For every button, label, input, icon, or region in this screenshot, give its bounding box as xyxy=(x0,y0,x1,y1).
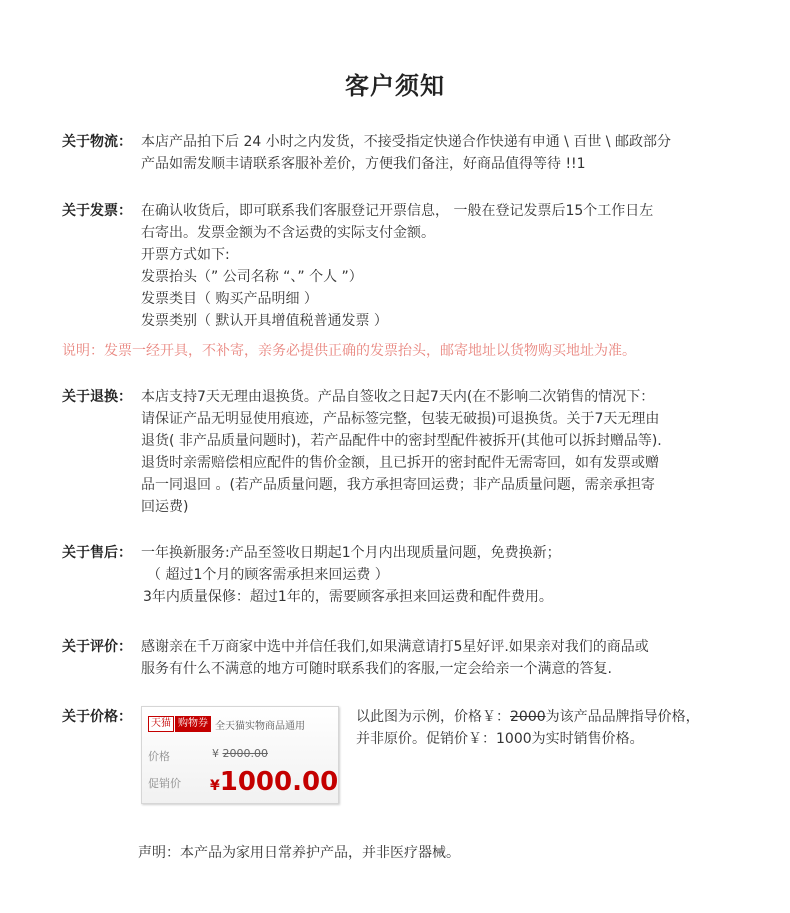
returns-line: 请保证产品无明显使用痕迹，产品标签完整，包装无破损)可退换货。关于7天无理由 xyxy=(141,411,660,427)
returns-line: 回运费) xyxy=(141,499,189,515)
price-line-1 xyxy=(356,706,736,728)
tmall-badge: 天猫 xyxy=(148,716,174,732)
sale-price-currency: ¥ xyxy=(210,778,220,794)
logistics-line: 产品如需发顺丰请联系客服补差价，方便我们备注，好商品值得等待 !!1 xyxy=(141,156,586,172)
returns-line: 退货( 非产品质量问题时)，若产品配件中的密封型配件被拆开(其他可以拆封赠品等). xyxy=(141,433,662,449)
original-price-label: 价格 xyxy=(148,750,170,763)
invoice-line: 发票类别（ 默认开具增值税普通发票 ） xyxy=(141,313,388,329)
aftersale-line: 一年换新服务:产品至签收日期起1个月内出现质量问题，免费换新； xyxy=(141,545,561,561)
price-box-header xyxy=(148,716,305,732)
page-title: 客户须知 xyxy=(345,72,445,100)
review-label: 关于评价： xyxy=(62,639,132,655)
invoice-note: 说明：发票一经开具，不补寄，亲务必提供正确的发票抬头，邮寄地址以货物购买地址为准。 xyxy=(62,343,636,359)
returns-line: 本店支持7天无理由退换货。产品自签收之日起7天内(在不影响二次销售的情况下： xyxy=(141,389,655,405)
logistics-label: 关于物流： xyxy=(62,134,132,150)
original-price-currency: ¥ xyxy=(212,747,219,760)
invoice-line: 在确认收货后，即可联系我们客服登记开票信息， 一般在登记发票后15个工作日左 xyxy=(141,203,654,219)
declaration: 声明：本产品为家用日常养护产品，并非医疗器械。 xyxy=(138,845,460,861)
returns-label: 关于退换： xyxy=(62,389,132,405)
invoice-line: 右寄出。发票金额为不含运费的实际支付金额。 xyxy=(141,225,435,241)
aftersale-label: 关于售后： xyxy=(62,545,132,561)
coupon-badge: 购物券 xyxy=(175,716,211,732)
invoice-line: 开票方式如下: xyxy=(141,247,230,263)
sale-price xyxy=(210,767,338,797)
returns-line: 退货时亲需赔偿相应配件的售价金额，且已拆开的密封配件无需寄回，如有发票或赠 xyxy=(141,455,659,471)
review-line: 服务有什么不满意的地方可随时联系我们的客服,一定会给亲一个满意的答复. xyxy=(141,661,612,677)
price-line-1-pre: 以此图为示例，价格￥： xyxy=(356,709,510,725)
original-price xyxy=(212,747,268,760)
price-example-image xyxy=(141,706,339,804)
invoice-label: 关于发票： xyxy=(62,203,132,219)
invoice-line: 发票类目（ 购买产品明细 ） xyxy=(141,291,318,307)
sale-price-value: 1000.00 xyxy=(219,767,339,797)
aftersale-line: 3年内质量保修：超过1年的，需要顾客承担来回运费和配件费用。 xyxy=(143,589,553,605)
sale-price-label: 促销价 xyxy=(148,777,181,790)
price-explanation xyxy=(356,706,736,750)
review-line: 感谢亲在千万商家中选中并信任我们,如果满意请打5星好评.如果亲对我们的商品或 xyxy=(141,639,649,655)
aftersale-line: （ 超过1个月的顾客需承担来回运费 ） xyxy=(147,567,389,583)
price-line-1-post: 为该产品品牌指导价格， xyxy=(545,709,700,725)
price-label: 关于价格： xyxy=(62,709,132,725)
price-line-1-strike: 2000 xyxy=(510,709,546,725)
returns-line: 品一同退回 。(若产品质量问题，我方承担寄回运费；非产品质量问题，需亲承担寄 xyxy=(141,477,655,493)
coupon-description: 全天猫实物商品通用 xyxy=(215,720,305,732)
logistics-line: 本店产品拍下后 24 小时之内发货，不接受指定快递合作快递有申通 \ 百世 \ 邮政部分 xyxy=(141,134,671,150)
invoice-line: 发票抬头（” 公司名称 “、” 个人 ”） xyxy=(141,269,363,285)
original-price-value: 2000.00 xyxy=(222,747,268,760)
price-line-2: 并非原价。促销价￥：1000为实时销售价格。 xyxy=(356,731,644,747)
